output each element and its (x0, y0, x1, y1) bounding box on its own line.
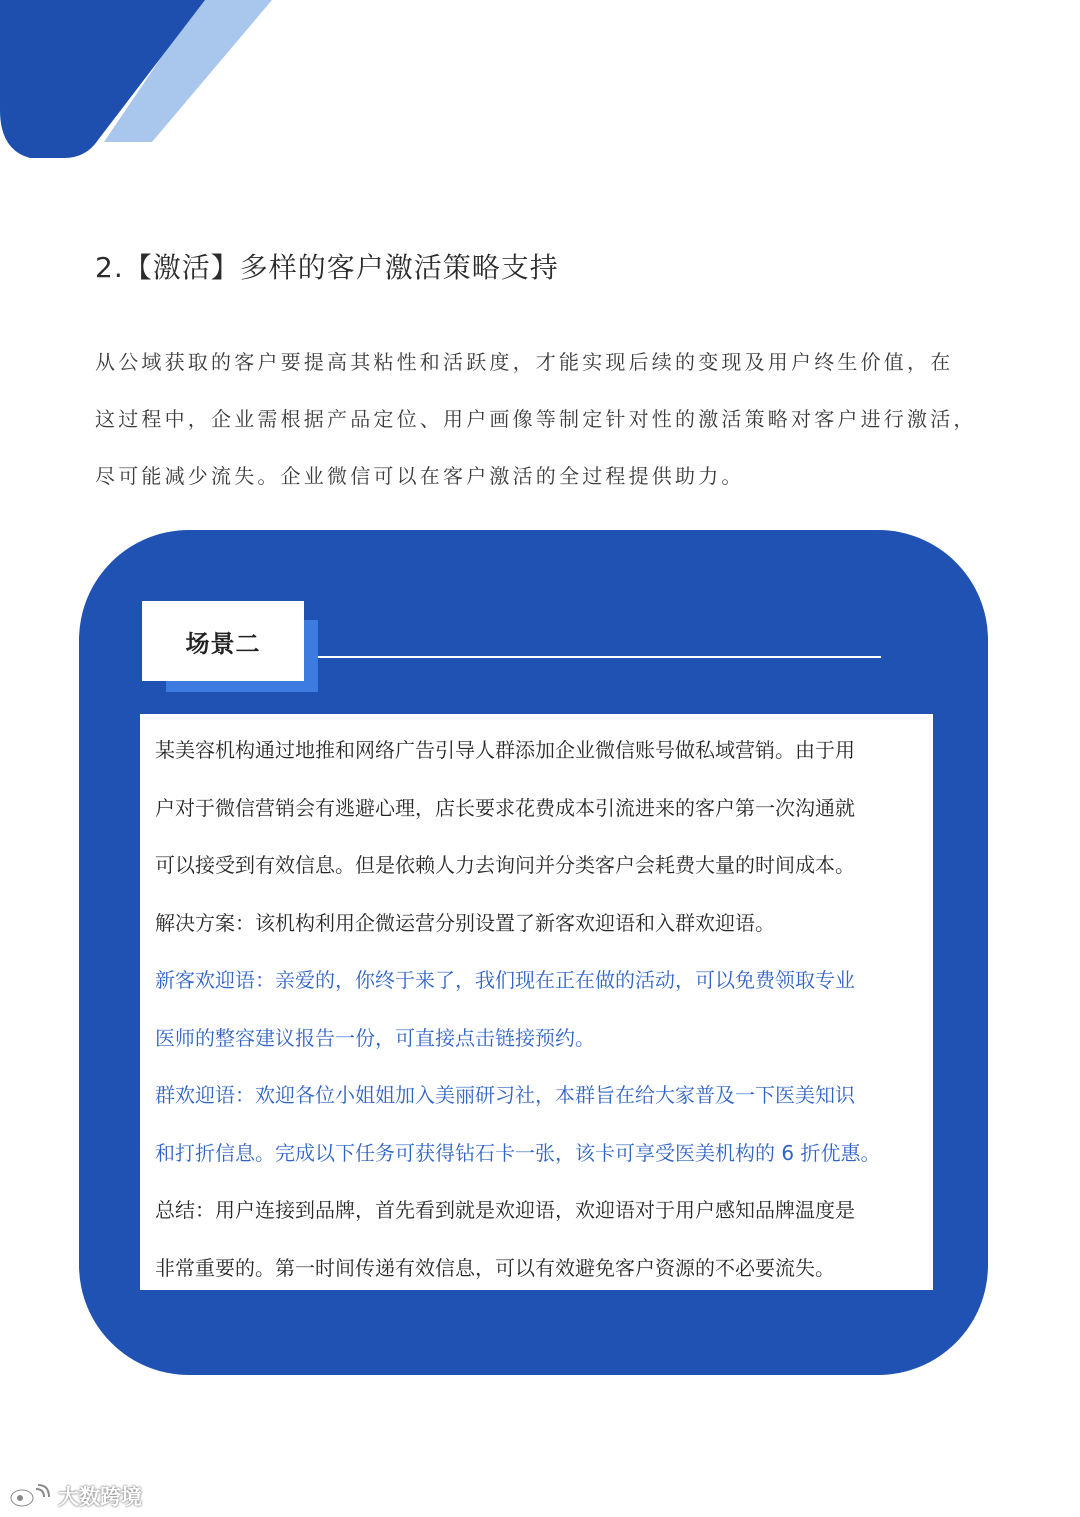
case-line: 可以接受到有效信息。但是依赖人力去询问并分类客户会耗费大量的时间成本。 (155, 853, 855, 877)
case-line: 某美容机构通过地推和网络广告引导人群添加企业微信账号做私域营销。由于用 (155, 738, 855, 762)
case-text (155, 722, 925, 1297)
case-line: 户对于微信营销会有逃避心理，店长要求花费成本引流进来的客户第一次沟通就 (155, 795, 855, 820)
tag-divider-line (318, 656, 881, 658)
intro-paragraph (95, 334, 990, 505)
watermark-text: 大数跨境 (58, 1485, 142, 1509)
summary-line: 总结：用户连接到品牌，首先看到就是欢迎语，欢迎语对于用户感知品牌温度是 (155, 1198, 855, 1222)
group-greeting-line: 群欢迎语：欢迎各位小姐姐加入美丽研习社，本群旨在给大家普及一下医美知识 (155, 1083, 855, 1107)
corner-decoration (0, 0, 300, 170)
group-greeting-line: 和打折信息。完成以下任务可获得钻石卡一张，该卡可享受医美机构的 6 折优惠。 (155, 1140, 881, 1165)
intro-line: 尽可能减少流失。企业微信可以在客户激活的全过程提供助力。 (95, 464, 745, 488)
new-customer-greeting-line: 新客欢迎语：亲爱的，你终于来了，我们现在正在做的活动，可以免费领取专业 (155, 968, 855, 992)
summary-line: 非常重要的。第一时间传递有效信息，可以有效避免客户资源的不必要流失。 (155, 1255, 835, 1280)
case-tag: 场景二 (142, 601, 304, 681)
watermark (8, 1481, 142, 1511)
section-title: 2.【激活】多样的客户激活策略支持 (95, 251, 559, 284)
weibo-logo-icon (8, 1483, 52, 1509)
intro-line: 从公域获取的客户要提高其粘性和活跃度，才能实现后续的变现及用户终生价值，在 (95, 350, 954, 374)
case-content-box (140, 714, 933, 1290)
intro-line: 这过程中，企业需根据产品定位、用户画像等制定针对性的激活策略对客户进行激活， (95, 407, 977, 431)
new-customer-greeting-line: 医师的整容建议报告一份，可直接点击链接预约。 (155, 1025, 595, 1050)
solution-line: 解决方案：该机构利用企微运营分别设置了新客欢迎语和入群欢迎语。 (155, 910, 775, 935)
